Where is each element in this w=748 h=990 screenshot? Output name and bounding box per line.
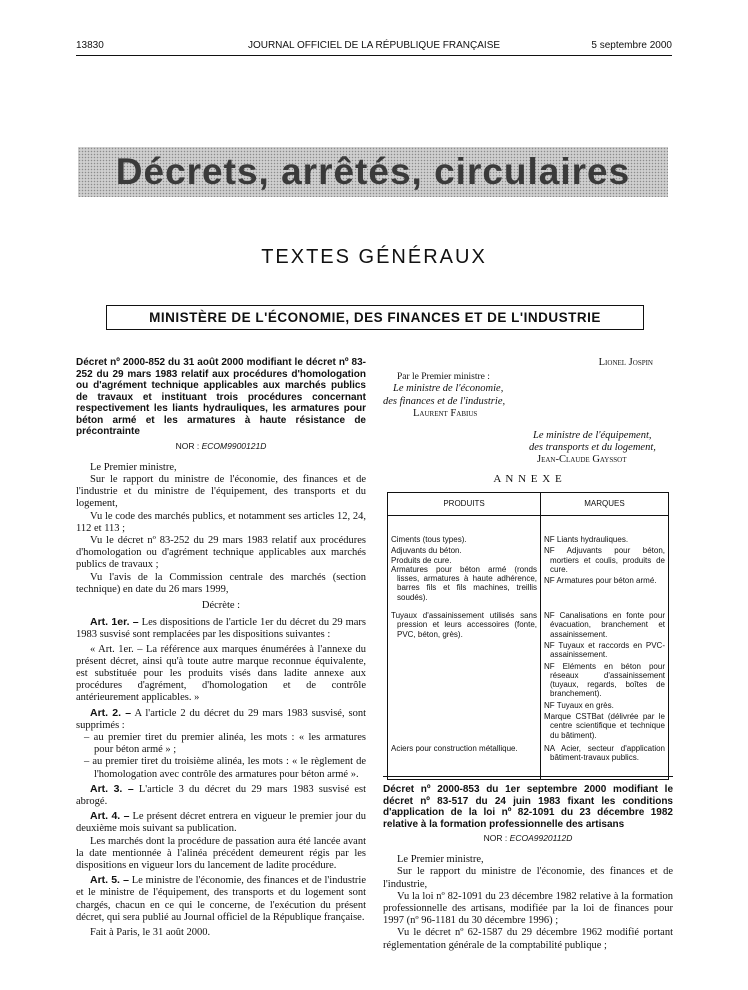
decree1-nor: NOR : ECOM9900121D — [175, 440, 267, 451]
marques-cell-b: NF Canalisations en fonte pour évacuation, branchement et assainissement. NF Tuyaux et raccords en PVC-assainissement. NF Eléments en béton pour réseaux d'assainissement (tuyaux, regards, boîtes de branchement). NF Tuyaux en grès. Marque CSTBat (délivrée par le centre scientifique et technique du bâtiment). — [541, 605, 669, 743]
par-premier-ministre: Par le Premier ministre : — [397, 372, 490, 383]
decree-separator — [383, 776, 673, 777]
signatures — [383, 357, 673, 467]
decree1-art3: Art. 3. – L'article 3 du décret du 29 mars 1983 susvisé est abrogé. — [76, 782, 367, 807]
col-produits: PRODUITS — [388, 493, 541, 516]
produits-cell-b: Tuyaux d'assainissement utilisés sans pression et leurs accessoires (fonte, PVC, béton, grès). — [388, 605, 541, 743]
decree1-art1: Art. 1er. – Les dispositions de l'article 1er du décret du 29 mars 1983 susvisé sont remplacées par les dispositions suivantes : — [76, 616, 366, 641]
decree1-nor-code: ECOM9900121D — [201, 440, 267, 451]
decree1-art2: Art. 2. – A l'article 2 du décret du 29 mars 1983 susvisé, sont supprimés : — [76, 706, 367, 731]
min1-title-b: des finances et de l'industrie, — [383, 395, 506, 407]
page-number: 13830 — [76, 40, 104, 51]
decree2-title: Décret nº 2000-853 du 1er septembre 2000 modifiant le décret nº 83-517 du 24 juin 1983 fixant les conditions d'application de la loi nº 82-1091 du 23 décembre 1982 relative à la formation professionnelle des artisans — [383, 784, 673, 830]
section-banner — [78, 147, 668, 197]
section-title: TEXTES GÉNÉRAUX — [261, 246, 487, 268]
decree1-fait: Fait à Paris, le 31 août 2000. — [90, 927, 211, 939]
decree1-art5: Art. 5. – Le ministre de l'économie, des finances et de l'industrie et le ministre de l'équipement, des transports et du logement sont chargés, chacun en ce qui le concerne, de l'exécution du présent décret, qui sera publié au Journal officiel de la République française. — [76, 874, 367, 923]
marques-cell-c: NA Acier, secteur d'application bâtiment-travaux publics. — [541, 743, 669, 779]
decree1-decrete: Décrète : — [201, 599, 241, 611]
decree1-p3: Vu le code des marchés publics, et notamment ses articles 12, 24, 112 et 113 ; — [76, 510, 366, 534]
table-row — [388, 743, 669, 779]
produits-cell-c: Aciers pour construction métallique. — [388, 743, 541, 779]
decree1-p4: Vu le décret nº 83-252 du 29 mars 1983 relatif aux procédures d'homologation ou d'agrément technique applicables aux marchés publics de travaux ; — [76, 534, 366, 571]
produits-cell-a: Ciments (tous types). Adjuvants du béton. Produits de cure. Armatures pour béton armé (ronds lisses, armatures à haute adhérence, barres fils et fils machines, treillis soudés). — [388, 516, 541, 606]
decree2-nor-code: ECOA9920112D — [509, 833, 573, 843]
annexe-table — [387, 492, 669, 780]
issue-date: 5 septembre 2000 — [591, 40, 672, 51]
annexe-table-wrapper — [387, 492, 669, 780]
banner-title: Décrets, arrêtés, circulaires — [115, 151, 631, 192]
marques-cell-a: NF Liants hydrauliques. NF Adjuvants pour béton, mortiers et coulis, produits de cure. NF Armatures pour béton armé. — [541, 516, 669, 606]
decree2-p4: Vu le décret nº 62-1587 du 29 décembre 1962 modifié portant réglementation générale de la comptabilité publique ; — [383, 927, 673, 951]
min1-title-a: Le ministre de l'économie, — [393, 383, 504, 395]
decree1-p2: Sur le rapport du ministre de l'économie, des finances et de l'industrie et du ministre de l'équipement, des transports et du logement, — [76, 473, 366, 510]
decree2-p2: Sur le rapport du ministre de l'économie, des finances et de l'industrie, — [383, 866, 673, 890]
min2-signature: Jean-Claude Gayssot — [537, 454, 627, 466]
header-rule — [76, 55, 672, 56]
min2-title-a: Le ministre de l'équipement, — [533, 430, 652, 442]
col-marques: MARQUES — [541, 493, 669, 516]
decree2-p3: Vu la loi nº 82-1091 du 23 décembre 1982 relative à la formation professionnelle des artisans, modifiée par la loi de finances pour 1997 (nº 96-1181 du 30 décembre 1996) ; — [383, 890, 673, 927]
decree2-nor: NOR : ECOA9920112D — [483, 833, 573, 843]
decree1-title: Décret nº 2000-852 du 31 août 2000 modifiant le décret nº 83-252 du 29 mars 1983 relatif aux procédures d'homologation ou d'agrément technique applicables aux marchés publics de travaux et instituant trois procédures concernant respectivement les liants hydrauliques, les armatures pour béton armé et les armatures à haute résistance de précontrainte — [76, 357, 366, 437]
decree1-art4b: Les marchés dont la procédure de passation aura été lancée avant la date mentionnée à l'alinéa précédent demeurent régis par les dispositions en vigueur lors du lancement de ladite procédure. — [76, 835, 366, 871]
decree2 — [383, 784, 673, 952]
pm-signature: Lionel Jospin — [598, 357, 653, 368]
decree1-art4: Art. 4. – Le présent décret entrera en vigueur le premier jour du deuxième mois suivant sa publication. — [76, 810, 366, 835]
journal-title: JOURNAL OFFICIEL DE LA RÉPUBLIQUE FRANÇAISE — [247, 40, 501, 51]
decree1-p1: Le Premier ministre, — [90, 461, 177, 473]
decree1-art2-bullet1: – au premier tiret du premier alinéa, les mots : « les armatures pour béton armé » ; — [84, 731, 366, 756]
ministry-box: MINISTÈRE DE L'ÉCONOMIE, DES FINANCES ET DE L'INDUSTRIE — [106, 305, 644, 330]
decree1-p5: Vu l'avis de la Commission centrale des marchés (section technique) en date du 26 mars 1999, — [76, 571, 366, 595]
table-row — [388, 516, 669, 606]
decree2-p1: Le Premier ministre, — [397, 854, 484, 866]
annexe-title: A N N E X E — [493, 473, 563, 485]
annexe-header-row — [388, 493, 669, 516]
min1-signature: Laurent Fabius — [413, 407, 478, 419]
left-column — [76, 357, 366, 939]
decree1-art1-quote: « Art. 1er. – La référence aux marques énumérées à l'annexe du présent décret, ainsi qu'à toute autre marque reconnue équivalente, est substituée pour les produits visés dans ladite annexe aux procédures d'agrément, d'homologation et de contrôle antérieurement applicables. » — [76, 643, 366, 704]
min2-title-b: des transports et du logement, — [529, 442, 656, 454]
table-row — [388, 605, 669, 743]
decree1-art2-bullet2: – au premier tiret du troisième alinéa, les mots : « le règlement de l'homologation avec contrôle des armatures pour béton armé ». — [84, 756, 366, 780]
